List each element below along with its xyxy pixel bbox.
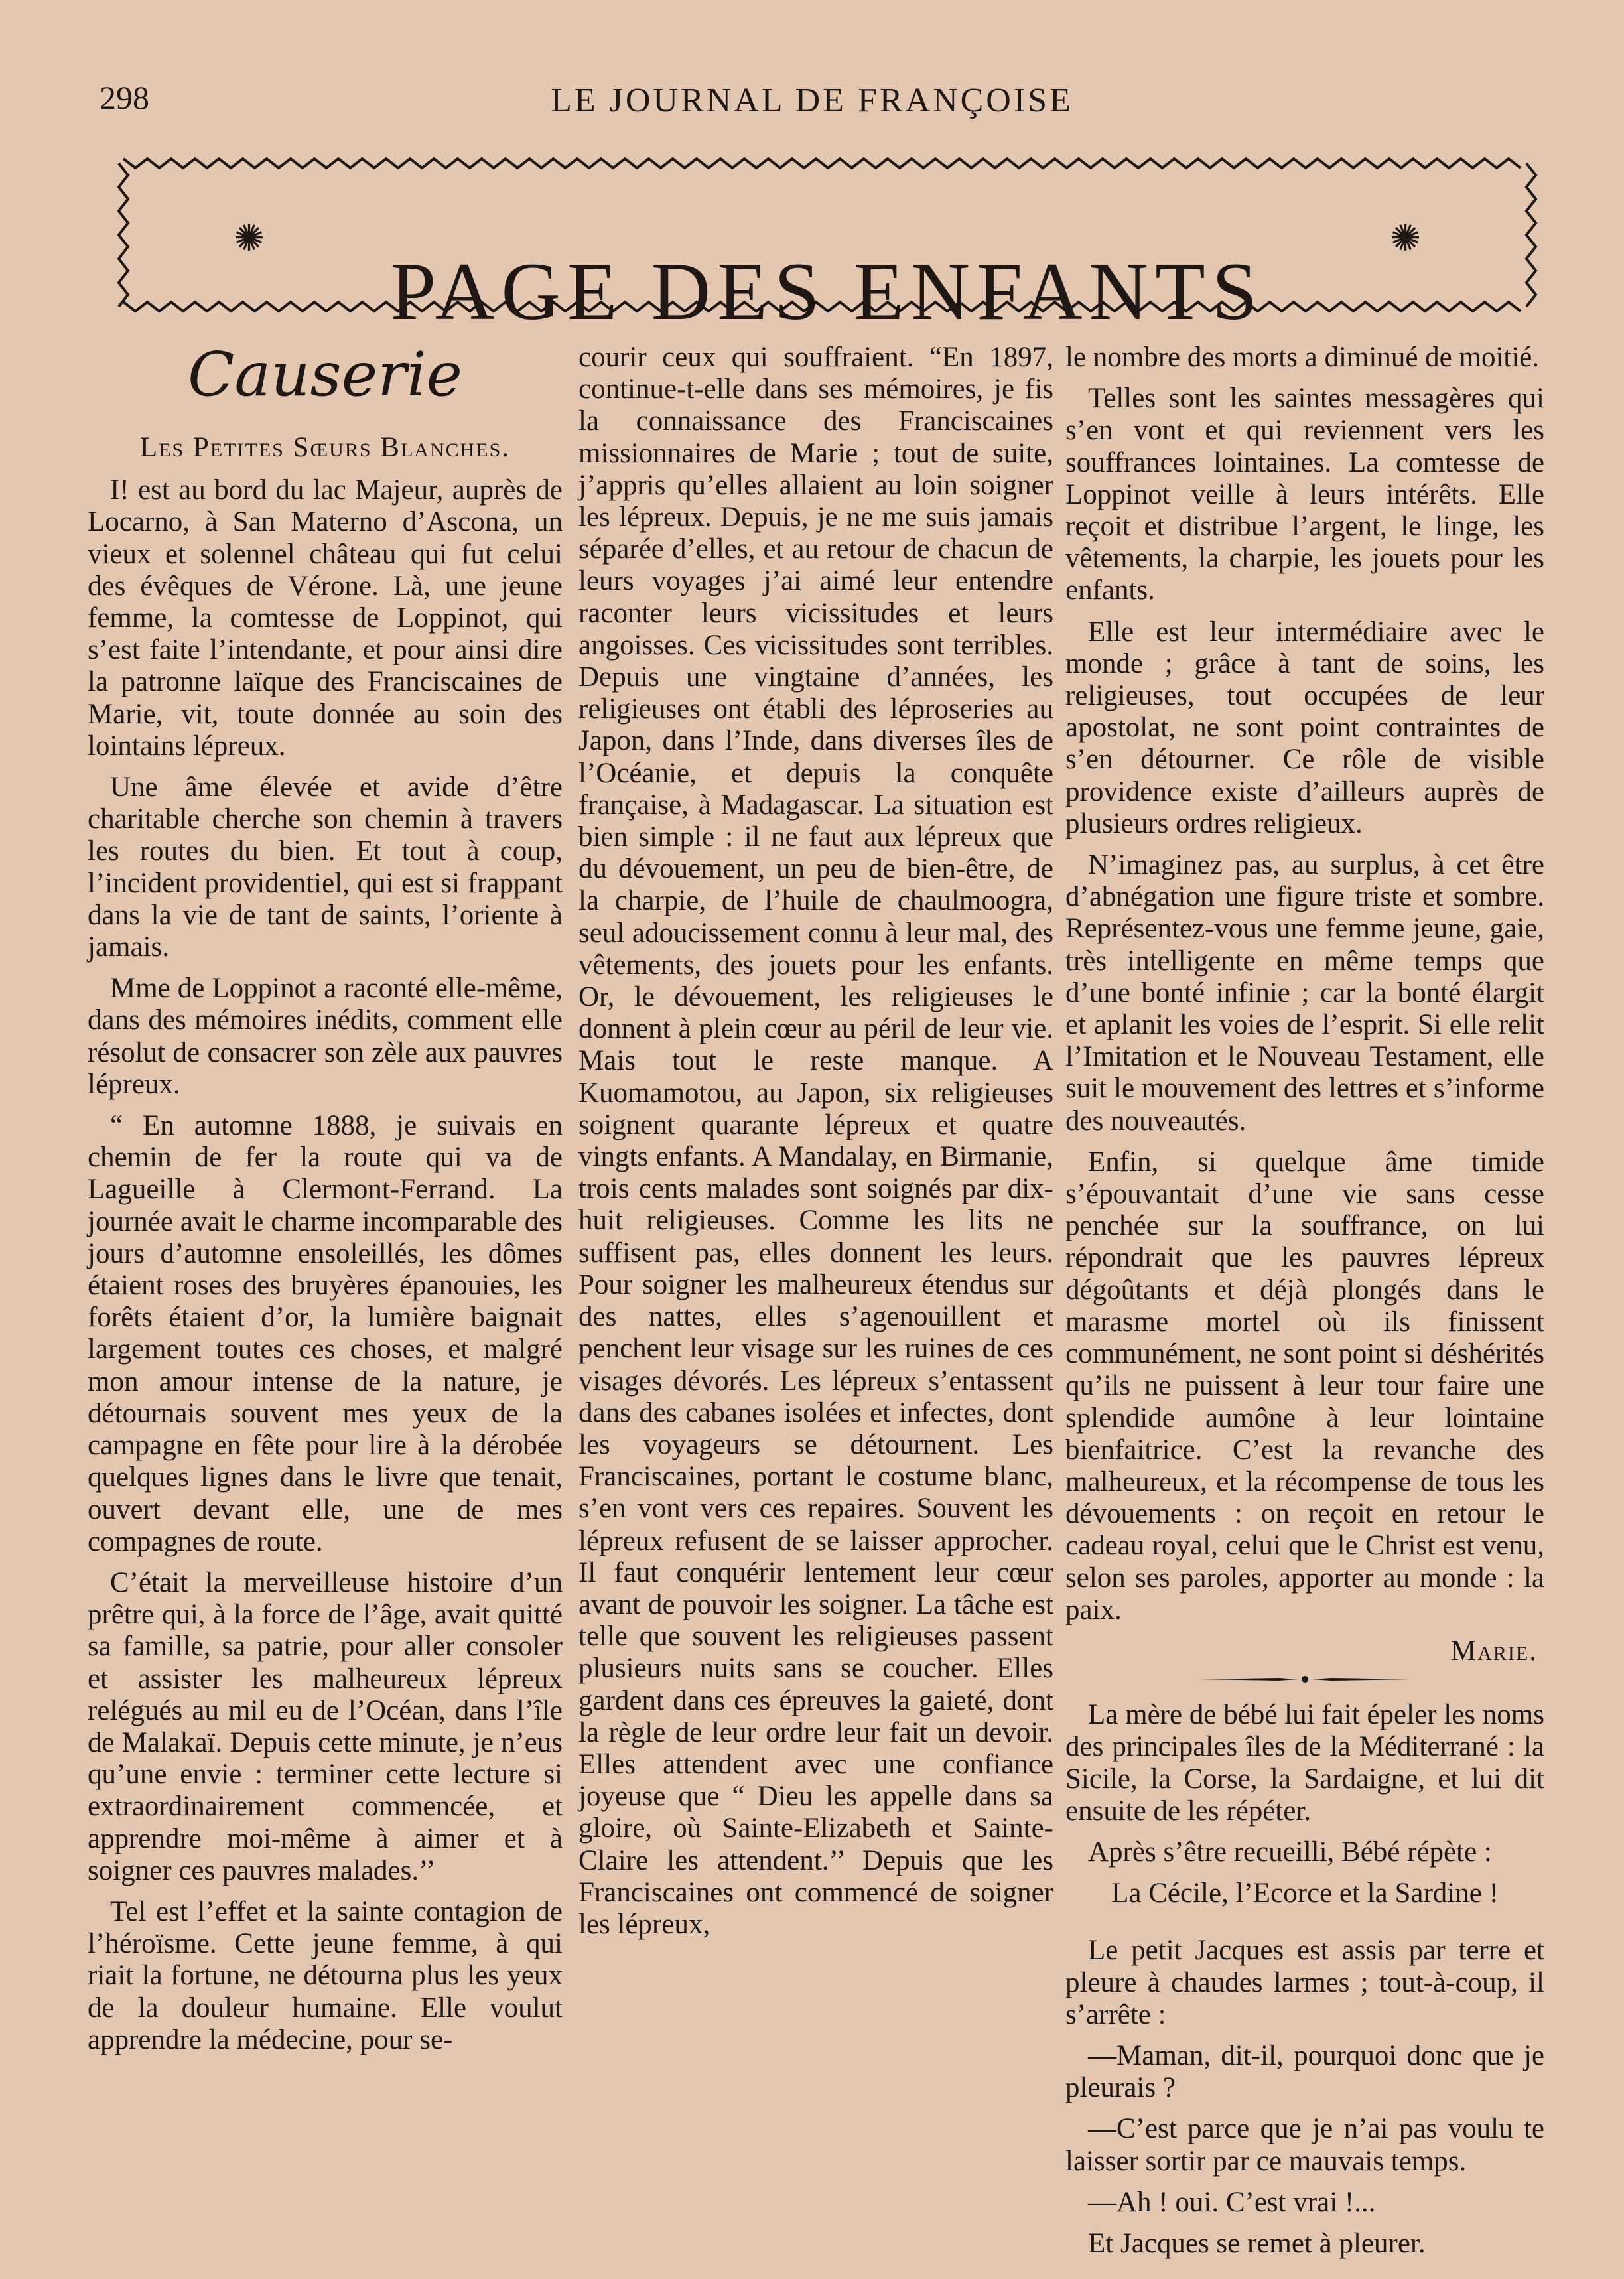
- right-ornament-icon: ✺: [1390, 218, 1421, 259]
- paragraph: Enfin, si quelque âme timide s’épouvantait d’une vie sans cesse penchée sur la souffrance, on lui répondrait que les pauvres lépreux dégoûtants et déjà plongés dans le marasme mortel où ils finissent communément, ne sont point si déshérités qu’ils ne puissent à leur tour faire une splendide aumône à leur lointaine bienfaitrice. C’est la revanche des malheureux, et la récompense de tous les dévouements : on reçoit en retour le cadeau royal, celui que le Christ est venu, selon ses paroles, apporter au monde : la paix.: [1065, 1146, 1544, 1625]
- divider-ornament-icon: [1199, 1674, 1411, 1685]
- anecdote-paragraph: La mère de bébé lui fait épeler les noms des principales îles de la Méditerrané : la Sicile, la Corse, la Sardaigne, et lui dit ensuite de les répéter.: [1065, 1699, 1544, 1827]
- paragraph: Elle est leur intermédiaire avec le monde ; grâce à tant de soins, les religieuses, tout occupées de leur apostolat, ne sont point contraintes de s’en détourner. Ce rôle de visible providence existe d’ailleurs auprès de plusieurs ordres religieux.: [1065, 616, 1544, 839]
- paragraph: Une âme élevée et avide d’être charitable cherche son chemin à travers les routes du bien. Et tout à coup, l’incident providentiel, qui est si frappant dans la vie de tant de saints, l’oriente à jamais.: [88, 772, 563, 963]
- article-title: Causerie: [188, 339, 462, 410]
- page-title: PAGE DES ENFANTS: [390, 246, 1264, 338]
- column-2: [578, 342, 1053, 1950]
- spacer: [1065, 1919, 1544, 1935]
- anecdote-paragraph: —C’est parce que je n’ai pas voulu te laisser sortir par ce mauvais temps.: [1065, 2113, 1544, 2177]
- paragraph: le nombre des morts a diminué de moitié.: [1065, 342, 1540, 373]
- anecdote-paragraph: Et Jacques se remet à pleurer.: [1088, 2227, 1426, 2259]
- paragraph: Tel est l’effet et la sainte contagion de l’héroïsme. Cette jeune femme, à qui riait la fortune, ne détourna plus les yeux de la douleur humaine. Elle voulut apprendre la médecine, pour se-: [88, 1896, 563, 2055]
- anecdote-paragraph: Le petit Jacques est assis par terre et pleure à chaudes larmes ; tout-à-coup, il s’arrête :: [1065, 1935, 1544, 2030]
- paragraph: Telles sont les saintes messagères qui s’en vont et qui reviennent vers les souffrances lointaines. La comtesse de Loppinot veille à leurs intérêts. Elle reçoit et distribue l’argent, le linge, les vêtements, la charpie, les jouets pour les enfants.: [1065, 383, 1544, 606]
- paragraph: “ En automne 1888, je suivais en chemin de fer la route qui va de Laguеille à Clermont-Ferrand. La journée avait le charme incomparable des jours d’automne ensoleillés, les dômes étaient roses des bruyères épanouies, les forêts étaient d’or, la lumière baignait largement toutes ces choses, et malgré mon amour intense de la nature, je détournais souvent mes yeux de la campagne en fête pour lire à la dérobée quelques lignes dans le livre que tenait, ouvert devant elle, une de mes compagnes de route.: [88, 1110, 563, 1557]
- paragraph: I! est au bord du lac Majeur, auprès de Locarno, à San Materno d’Ascona, un vieux et solennel château qui fut celui des évêques de Vérone. Là, une jeune femme, la comtesse de Loppinot, qui s’est faite l’intendante, et pour ainsi dire la patronne laïque des Franciscaines de Marie, vit, toute donnée au soin des lointains lépreux.: [88, 474, 563, 762]
- anecdote-paragraph: —Ah ! oui. C’est vrai !...: [1088, 2186, 1376, 2218]
- paragraph: C’était la merveilleuse histoire d’un prêtre qui, à la force de l’âge, avait quitté sa famille, sa patrie, pour aller consoler et assister les malheureux lépreux relégués au mil eu de l’Océan, dans l’île de Malakaï. Depuis cette minute, je n’eus qu’une envie : terminer cette lecture si extraordinairement commencée, et apprendre moi-même à aimer et à soigner ces pauvres malades.’’: [88, 1566, 563, 1886]
- article-signature: Marie.: [1451, 1635, 1538, 1667]
- title-banner: [114, 154, 1540, 338]
- anecdote-paragraph: Après s’être recueilli, Bébé répète :: [1088, 1836, 1492, 1868]
- column-3: [1065, 342, 1544, 2269]
- paragraph: N’imaginez pas, au surplus, à cet être d’abnégation une figure triste et sombre. Représentez-vous une femme jeune, gaie, très intelligente en même temps que d’une bonté infinie ; car la bonté élargit et aplanit les voies de l’esprit. Si elle relit l’Imitation et le Nouveau Testament, elle suit le mouvement des lettres et s’informe des nouveautés.: [1065, 849, 1544, 1137]
- anecdote-paragraph: —Maman, dit-il, pourquoi donc que je pleurais ?: [1065, 2039, 1544, 2104]
- article-subtitle: Les Petites Sœurs Blanches.: [139, 432, 511, 463]
- paragraph: courir ceux qui souffraient. “En 1897, continue-t-elle dans ses mémoires, je fis la connaissance des Franciscaines missionnaires de Marie ; tout de suite, j’appris qu’elles allaient au loin soigner les lépreux. Depuis, je ne me suis jamais séparée d’elles, et au retour de chacun de leurs voyages j’ai aimé leur entendre raconter leurs vicissitudes et leurs angoisses. Ces vicissitudes sont terribles. Depuis une vingtaine d’années, les religieuses ont établi des léproseries au Japon, dans l’Inde, dans diverses îles de l’Océanie, et depuis la conquête française, à Madagascar. La situation est bien simple : il ne faut aux lépreux que du dévouement, un peu de bien-être, de la charpie, de l’huile de chaulmoogra, seul adoucissement connu à leur mal, des vêtements, des jouets pour les enfants. Or, le dévouement, les religieuses le donnent à plein cœur au péril de leur vie. Mais tout le reste manque. A Kuomamotou, au Japon, six religieuses soignent quarante lépreux et quatre vingts enfants. A Mandalay, en Birmanie, trois cents malades sont soignés par dix-huit religieuses. Comme les lits ne suffisent pas, elles donnent les leurs. Pour soigner les malheureux étendus sur des nattes, elles s’agenouillent et penchent leur visage sur les ruines de ces visages dévorés. Les lépreux s’entassent dans des cabanes isolées et infectes, dont les voyageurs se détournent. Les Franciscaines, portant le costume blanc, s’en vont vers ces repaires. Souvent les lépreux refusent de se laisser approcher. Il faut conquérir lentement leur cœur avant de pouvoir les soigner. La tâche est telle que souvent les religieuses passent plusieurs nuits sans se coucher. Elles gardent dans ces épreuves la gaieté, dont la règle de leur ordre leur fait un devoir. Elles attendent avec une confiance joyeuse que “ Dieu les appelle dans sa gloire, où Sainte-Elizabeth et Sainte-Claire les attendent.’’ Depuis que les Franciscaines ont commencé de soigner les lépreux,: [578, 342, 1053, 1940]
- anecdote-punchline: La Cécile, l’Ecorce et la Sardine !: [1111, 1878, 1499, 1909]
- left-ornament-icon: ✺: [234, 218, 265, 259]
- paragraph: Mme de Loppinot a raconté elle-même, dans des mémoires inédits, comment elle résolut de consacrer son zèle aux pauvres lépreux.: [88, 973, 563, 1100]
- page-number: 298: [100, 79, 149, 116]
- column-1: [88, 339, 563, 2065]
- running-head: LE JOURNAL DE FRANÇOISE: [551, 82, 1073, 119]
